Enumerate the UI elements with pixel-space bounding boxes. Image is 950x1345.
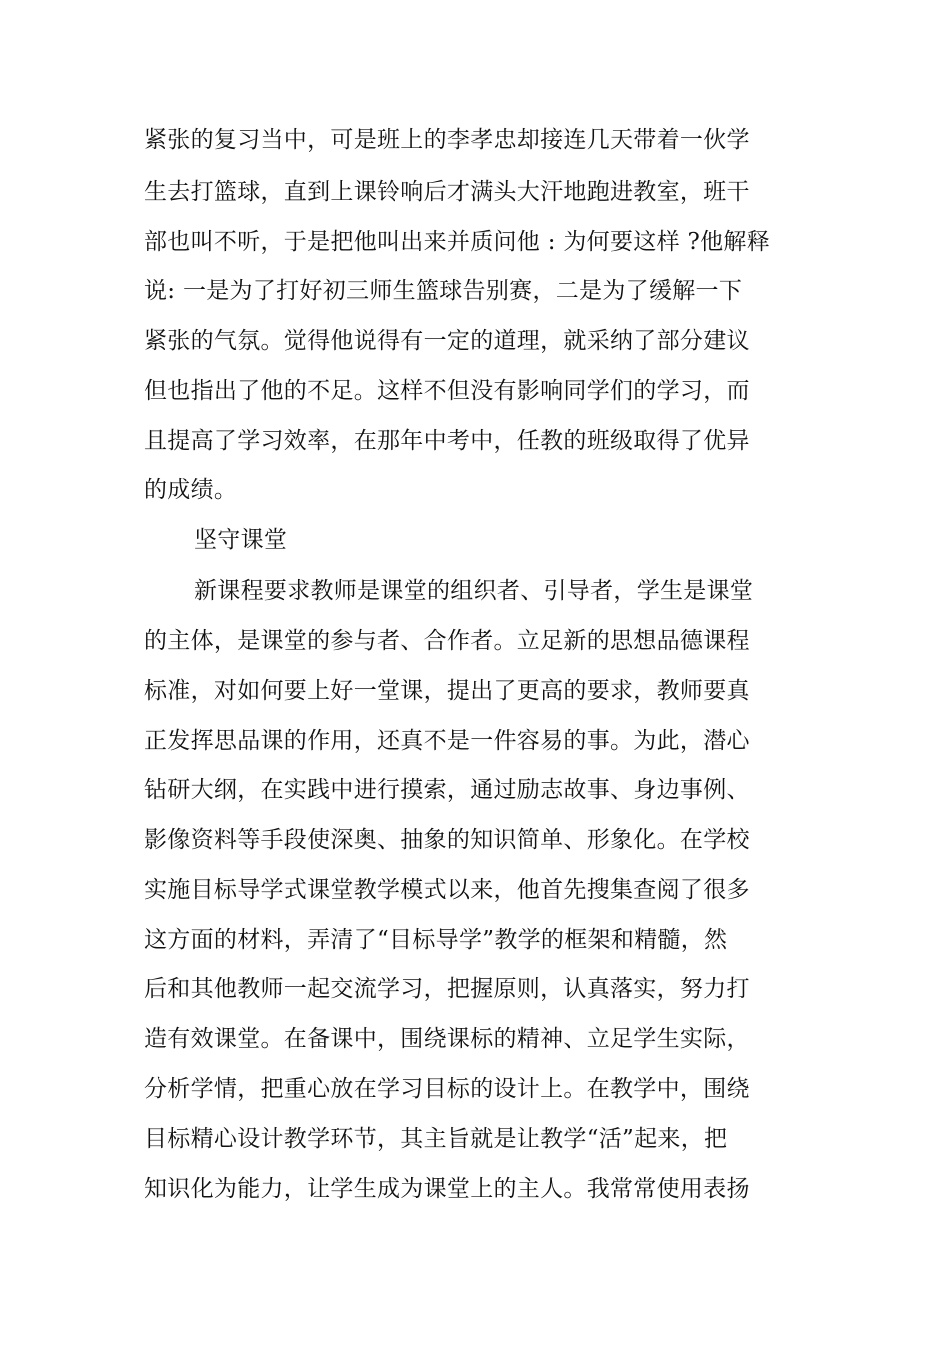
text-line: 部也叫不听，于是把他叫出来并质问他 : 为何要这样 ?他解释 <box>144 229 771 255</box>
text-line: 正发挥思品课的作用，还真不是一件容易的事。为此，潜心 <box>144 728 750 754</box>
text-line: 影像资料等手段使深奥、抽象的知识简单、形象化。在学校 <box>144 827 750 853</box>
text-line: 紧张的气氛。觉得他说得有一定的道理，就采纳了部分建议 <box>144 328 750 354</box>
text-line: 目标精心设计教学环节，其主旨就是让教学“活”起来，把 <box>144 1126 728 1152</box>
text-line: 分析学情，把重心放在学习目标的设计上。在教学中，围绕 <box>144 1076 750 1102</box>
text-line: 新课程要求教师是课堂的组织者、引导者，学生是课堂 <box>194 578 754 604</box>
text-line: 钻研大纲，在实践中进行摸索，通过励志故事、身边事例、 <box>144 777 750 803</box>
text-line: 且提高了学习效率，在那年中考中，任教的班级取得了优异 <box>144 428 750 454</box>
text-line: 造有效课堂。在备课中，围绕课标的精神、立足学生实际， <box>144 1026 750 1052</box>
text-line: 后和其他教师一起交流学习，把握原则，认真落实，努力打 <box>144 976 750 1002</box>
text-line: 但也指出了他的不足。这样不但没有影响同学们的学习，而 <box>144 378 750 404</box>
text-line: 生去打篮球，直到上课铃响后才满头大汗地跑进教室，班干 <box>144 179 750 205</box>
text-line: 这方面的材料，弄清了“目标导学”教学的框架和精髓，然 <box>144 927 728 953</box>
section-heading: 坚守课堂 <box>194 527 288 553</box>
text-line: 说: 一是为了打好初三师生篮球告别赛，二是为了缓解一下 <box>144 278 743 304</box>
text-line: 知识化为能力，让学生成为课堂上的主人。我常常使用表扬 <box>144 1176 750 1202</box>
text-line: 紧张的复习当中，可是班上的李孝忠却接连几天带着一伙学 <box>144 127 750 153</box>
text-line: 实施目标导学式课堂教学模式以来，他首先搜集查阅了很多 <box>144 877 750 903</box>
text-line: 标准，对如何要上好一堂课，提出了更高的要求，教师要真 <box>144 678 750 704</box>
text-line: 的主体，是课堂的参与者、合作者。立足新的思想品德课程 <box>144 628 750 654</box>
text-line: 的成绩。 <box>144 477 238 503</box>
